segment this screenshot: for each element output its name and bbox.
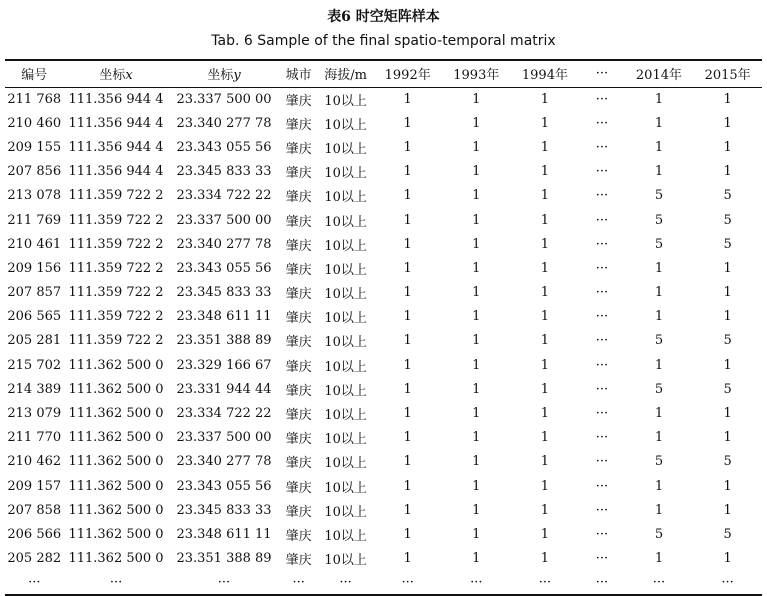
table-cell: 1 xyxy=(472,115,481,131)
column-header-label: 1993年 xyxy=(453,68,500,84)
table-cell: 1 xyxy=(472,357,481,373)
table-cell: 肇庆 xyxy=(285,166,312,182)
table-row xyxy=(5,498,762,522)
table-cell: 1 xyxy=(472,478,481,494)
table-cell: 111.362 500 0 xyxy=(68,454,164,470)
table-caption-chinese: 表6 时空矩阵样本 xyxy=(327,9,440,25)
table-cell: ··· xyxy=(169,571,280,595)
table-cell: 1 xyxy=(540,212,550,228)
table-cell: 10以上 xyxy=(324,262,367,278)
table-cell: 肇庆 xyxy=(285,287,312,303)
table-cell: 1 xyxy=(654,285,664,301)
table-cell: ··· xyxy=(595,212,609,228)
table-cell: 210 460 xyxy=(7,115,62,131)
table-cell: ··· xyxy=(595,333,609,349)
table-cell: ··· xyxy=(318,571,374,595)
table-row xyxy=(5,353,762,377)
table-cell: 肇庆 xyxy=(285,383,312,399)
table-cell: 23.343 055 56 xyxy=(176,139,272,155)
table-cell: 10以上 xyxy=(324,456,367,472)
table-cell: 1 xyxy=(540,381,550,397)
table-cell: 111.362 500 0 xyxy=(68,551,164,567)
column-header xyxy=(318,60,374,87)
table-cell: 肇庆 xyxy=(285,553,312,569)
table-cell: 1 xyxy=(654,139,664,155)
table-cell: 肇庆 xyxy=(285,311,312,327)
table-cell: 10以上 xyxy=(324,383,367,399)
table-cell: 1 xyxy=(403,91,412,107)
table-cell: 1 xyxy=(540,309,550,325)
table-cell: 111.359 722 2 xyxy=(68,212,164,228)
table-cell: 1 xyxy=(723,285,732,301)
column-header-label: 坐标 xyxy=(99,68,126,84)
table-cell: ··· xyxy=(5,571,64,595)
table-cell: 10以上 xyxy=(324,141,367,157)
column-header-label: 坐标 xyxy=(207,68,234,84)
table-cell: 1 xyxy=(540,430,550,446)
table-cell: 1 xyxy=(723,357,732,373)
table-row xyxy=(5,111,762,135)
table-cell: 1 xyxy=(540,551,550,567)
table-cell: 1 xyxy=(540,260,550,276)
table-cell: 1 xyxy=(540,139,550,155)
table-cell: 111.359 722 2 xyxy=(68,309,164,325)
table-cell: 1 xyxy=(540,406,550,422)
table-row xyxy=(5,450,762,474)
table-cell: 1 xyxy=(472,406,481,422)
table-cell: 5 xyxy=(723,381,732,397)
table-row xyxy=(5,474,762,498)
table-row xyxy=(5,208,762,232)
table-cell: 肇庆 xyxy=(285,359,312,375)
table-cell: 肇庆 xyxy=(285,528,312,544)
table-cell: 10以上 xyxy=(324,214,367,230)
column-header xyxy=(5,60,64,87)
column-header-label: 编号 xyxy=(21,68,48,84)
table-row xyxy=(5,329,762,353)
spatio-temporal-matrix-table xyxy=(5,59,762,596)
table-cell: 1 xyxy=(403,188,412,204)
table-cell: 1 xyxy=(723,164,732,180)
table-cell: ··· xyxy=(595,236,609,252)
table-cell: 肇庆 xyxy=(285,238,312,254)
table-cell: 5 xyxy=(723,333,732,349)
table-cell: 23.337 500 00 xyxy=(176,430,272,446)
table-cell: 1 xyxy=(654,502,664,518)
table-cell: 1 xyxy=(540,164,550,180)
table-cell: 1 xyxy=(472,502,481,518)
table-cell: 10以上 xyxy=(324,190,367,206)
table-cell: 111.359 722 2 xyxy=(68,333,164,349)
table-row xyxy=(5,135,762,159)
table-cell: 5 xyxy=(723,212,732,228)
column-header-label: 2015年 xyxy=(704,68,751,84)
table-cell: 1 xyxy=(723,260,732,276)
table-cell: 111.362 500 0 xyxy=(68,357,164,373)
table-cell: 10以上 xyxy=(324,287,367,303)
table-cell: 23.351 388 89 xyxy=(176,333,272,349)
table-cell: 215 702 xyxy=(7,357,62,373)
table-cell: 1 xyxy=(403,115,412,131)
table-cell: ··· xyxy=(373,571,442,595)
table-cell: 23.345 833 33 xyxy=(176,502,272,518)
table-row xyxy=(5,522,762,546)
table-cell: 肇庆 xyxy=(285,93,312,109)
table-cell: ··· xyxy=(595,526,609,542)
table-cell: ··· xyxy=(595,551,609,567)
table-cell: 1 xyxy=(540,115,550,131)
table-cell: 10以上 xyxy=(324,238,367,254)
table-cell: 1 xyxy=(540,285,550,301)
table-cell: 1 xyxy=(472,333,481,349)
table-cell: ··· xyxy=(64,571,169,595)
table-cell: ··· xyxy=(511,571,580,595)
table-cell: 1 xyxy=(723,309,732,325)
table-cell: ··· xyxy=(595,381,609,397)
table-cell: 23.343 055 56 xyxy=(176,478,272,494)
table-cell: 1 xyxy=(723,139,732,155)
table-cell: 肇庆 xyxy=(285,117,312,133)
column-header xyxy=(373,60,442,87)
table-row xyxy=(5,401,762,425)
table-cell: 207 856 xyxy=(7,164,62,180)
table-cell: 207 857 xyxy=(7,285,62,301)
table-cell: 213 079 xyxy=(7,406,62,422)
table-caption-english: Tab. 6 Sample of the final spatio-temporal matrix xyxy=(211,33,556,49)
table-cell: 207 858 xyxy=(7,502,62,518)
column-header xyxy=(693,60,762,87)
table-row xyxy=(5,426,762,450)
table-cell: 209 156 xyxy=(7,260,62,276)
table-cell: 肇庆 xyxy=(285,190,312,206)
table-header xyxy=(5,60,762,87)
table-cell: 5 xyxy=(654,212,664,228)
table-cell: 23.329 166 67 xyxy=(176,357,272,373)
table-cell: 1 xyxy=(654,430,664,446)
table-cell: 23.340 277 78 xyxy=(176,454,272,470)
column-header-label: 城市 xyxy=(285,68,312,84)
table-cell: 肇庆 xyxy=(285,141,312,157)
table-row xyxy=(5,377,762,401)
table-cell: 1 xyxy=(403,406,412,422)
table-cell: 1 xyxy=(472,164,481,180)
table-cell: 1 xyxy=(540,526,550,542)
table-cell: 1 xyxy=(723,551,732,567)
table-cell: 1 xyxy=(403,502,412,518)
table-cell: 111.356 944 4 xyxy=(68,139,164,155)
table-row xyxy=(5,547,762,571)
table-cell: 10以上 xyxy=(324,93,367,109)
table-cell: 10以上 xyxy=(324,359,367,375)
table-cell: ··· xyxy=(595,139,609,155)
table-cell: ··· xyxy=(595,454,609,470)
table-cell: 1 xyxy=(654,164,664,180)
table-cell: 111.362 500 0 xyxy=(68,430,164,446)
table-cell: 1 xyxy=(472,91,481,107)
table-cell: 1 xyxy=(403,478,412,494)
table-cell: 1 xyxy=(403,454,412,470)
table-cell: ··· xyxy=(595,260,609,276)
table-cell: 1 xyxy=(472,139,481,155)
table-cell: 1 xyxy=(654,406,664,422)
table-cell: ··· xyxy=(595,502,609,518)
table-cell: ··· xyxy=(595,478,609,494)
table-row xyxy=(5,232,762,256)
table-cell: 1 xyxy=(540,502,550,518)
table-cell: 5 xyxy=(654,333,664,349)
table-cell: 1 xyxy=(403,357,412,373)
table-cell: 10以上 xyxy=(324,528,367,544)
table-cell: ··· xyxy=(693,571,762,595)
table-cell: 1 xyxy=(472,526,481,542)
table-cell: ··· xyxy=(595,406,609,422)
table-row xyxy=(5,281,762,305)
table-cell: 23.334 722 22 xyxy=(176,406,272,422)
table-row xyxy=(5,256,762,280)
table-cell: 10以上 xyxy=(324,480,367,496)
table-cell: 1 xyxy=(472,188,481,204)
table-cell: ··· xyxy=(595,188,609,204)
column-header xyxy=(280,60,318,87)
table-cell: 5 xyxy=(654,526,664,542)
table-cell: 111.362 500 0 xyxy=(68,381,164,397)
table-cell: 1 xyxy=(654,115,664,131)
table-cell: 214 389 xyxy=(7,381,62,397)
table-cell: 1 xyxy=(403,526,412,542)
table-cell: 肇庆 xyxy=(285,504,312,520)
table-cell: 1 xyxy=(540,478,550,494)
column-header-label: 海拔/m xyxy=(324,68,367,84)
table-cell: ··· xyxy=(625,571,694,595)
table-cell: 肇庆 xyxy=(285,408,312,424)
table-cell: 23.337 500 00 xyxy=(176,212,272,228)
column-header-label: 1994年 xyxy=(521,68,568,84)
table-row xyxy=(5,571,762,595)
header-row xyxy=(5,60,762,87)
table-cell: 5 xyxy=(723,236,732,252)
table-cell: 209 155 xyxy=(7,139,62,155)
table-cell: 1 xyxy=(654,478,664,494)
table-cell: 206 566 xyxy=(7,526,62,542)
table-row xyxy=(5,160,762,184)
table-cell: 1 xyxy=(403,285,412,301)
table-cell: 211 769 xyxy=(7,212,62,228)
table-cell: 23.345 833 33 xyxy=(176,285,272,301)
table-cell: 10以上 xyxy=(324,311,367,327)
table-cell: 1 xyxy=(540,91,550,107)
table-cell: 111.362 500 0 xyxy=(68,502,164,518)
table-cell: 1 xyxy=(723,478,732,494)
table-cell: 5 xyxy=(723,526,732,542)
table-cell: 1 xyxy=(403,139,412,155)
table-cell: ··· xyxy=(280,571,318,595)
table-cell: 1 xyxy=(472,309,481,325)
table-cell: 1 xyxy=(403,381,412,397)
table-cell: 213 078 xyxy=(7,188,62,204)
table-cell: 1 xyxy=(403,551,412,567)
table-cell: 205 281 xyxy=(7,333,62,349)
table-cell: ··· xyxy=(579,571,624,595)
table-cell: ··· xyxy=(595,285,609,301)
table-cell: 23.340 277 78 xyxy=(176,115,272,131)
table-cell: 111.362 500 0 xyxy=(68,406,164,422)
table-cell: 1 xyxy=(403,430,412,446)
table-cell: 10以上 xyxy=(324,166,367,182)
table-cell: 10以上 xyxy=(324,553,367,569)
table-cell: 1 xyxy=(403,236,412,252)
table-cell: 1 xyxy=(540,333,550,349)
column-header-variable: x xyxy=(125,68,133,84)
table-cell: 1 xyxy=(723,502,732,518)
table-cell: 1 xyxy=(723,430,732,446)
table-cell: 1 xyxy=(472,212,481,228)
table-cell: 111.359 722 2 xyxy=(68,236,164,252)
table-cell: 1 xyxy=(654,91,664,107)
column-header xyxy=(442,60,511,87)
table-cell: 10以上 xyxy=(324,408,367,424)
column-header xyxy=(169,60,280,87)
table-cell: 23.337 500 00 xyxy=(176,91,272,107)
table-cell: ··· xyxy=(595,164,609,180)
table-cell: 210 462 xyxy=(7,454,62,470)
table-cell: 肇庆 xyxy=(285,335,312,351)
table-cell: 111.359 722 2 xyxy=(68,188,164,204)
table-cell: ··· xyxy=(442,571,511,595)
table-cell: 111.362 500 0 xyxy=(68,526,164,542)
table-cell: 肇庆 xyxy=(285,480,312,496)
table-cell: 23.340 277 78 xyxy=(176,236,272,252)
table-cell: ··· xyxy=(595,357,609,373)
table-cell: 1 xyxy=(540,188,550,204)
table-cell: 1 xyxy=(540,236,550,252)
table-cell: ··· xyxy=(595,309,609,325)
table-cell: 1 xyxy=(654,309,664,325)
table-cell: ··· xyxy=(595,91,609,107)
table-row xyxy=(5,305,762,329)
table-cell: ··· xyxy=(595,115,609,131)
table-cell: 10以上 xyxy=(324,504,367,520)
table-cell: 1 xyxy=(540,357,550,373)
table-cell: 5 xyxy=(723,188,732,204)
table-cell: 肇庆 xyxy=(285,262,312,278)
table-cell: 205 282 xyxy=(7,551,62,567)
table-cell: 23.348 611 11 xyxy=(176,309,272,325)
table-cell: 111.356 944 4 xyxy=(68,115,164,131)
table-cell: 5 xyxy=(654,236,664,252)
column-header-label: 2014年 xyxy=(635,68,682,84)
table-cell: 111.356 944 4 xyxy=(68,91,164,107)
column-header xyxy=(64,60,169,87)
table-body xyxy=(5,87,762,595)
table-cell: 1 xyxy=(472,381,481,397)
table-row xyxy=(5,87,762,111)
table-cell: 111.359 722 2 xyxy=(68,260,164,276)
column-header-label: 1992年 xyxy=(384,68,431,84)
table-cell: ··· xyxy=(595,430,609,446)
table-cell: 211 768 xyxy=(7,91,62,107)
table-cell: 1 xyxy=(723,406,732,422)
table-cell: 111.362 500 0 xyxy=(68,478,164,494)
table-cell: 肇庆 xyxy=(285,432,312,448)
table-cell: 5 xyxy=(723,454,732,470)
table-cell: 210 461 xyxy=(7,236,62,252)
table-cell: 1 xyxy=(403,164,412,180)
table-cell: 23.334 722 22 xyxy=(176,188,272,204)
table-cell: 1 xyxy=(403,260,412,276)
table-cell: 1 xyxy=(403,333,412,349)
table-cell: 23.331 944 44 xyxy=(176,381,272,397)
table-cell: 111.356 944 4 xyxy=(68,164,164,180)
table-cell: 1 xyxy=(472,454,481,470)
table-cell: 111.359 722 2 xyxy=(68,285,164,301)
table-cell: 209 157 xyxy=(7,478,62,494)
column-header-label: ··· xyxy=(595,66,609,82)
table-cell: 23.348 611 11 xyxy=(176,526,272,542)
table-cell: 1 xyxy=(403,309,412,325)
table-cell: 1 xyxy=(472,551,481,567)
column-header xyxy=(579,60,624,87)
table-cell: 10以上 xyxy=(324,117,367,133)
table-cell: 23.343 055 56 xyxy=(176,260,272,276)
table-cell: 211 770 xyxy=(7,430,62,446)
table-cell: 5 xyxy=(654,381,664,397)
table-cell: 1 xyxy=(472,430,481,446)
table-cell: 肇庆 xyxy=(285,214,312,230)
table-cell: 1 xyxy=(723,115,732,131)
column-header xyxy=(511,60,580,87)
table-cell: 1 xyxy=(472,285,481,301)
table-cell: 1 xyxy=(540,454,550,470)
table-cell: 1 xyxy=(654,551,664,567)
table-cell: 1 xyxy=(472,260,481,276)
column-header-variable: y xyxy=(233,68,241,84)
table-cell: 10以上 xyxy=(324,335,367,351)
table-cell: 23.345 833 33 xyxy=(176,164,272,180)
table-cell: 10以上 xyxy=(324,432,367,448)
table-cell: 1 xyxy=(723,91,732,107)
table-cell: 5 xyxy=(654,454,664,470)
table-cell: 5 xyxy=(654,188,664,204)
table-cell: 1 xyxy=(654,357,664,373)
table-row xyxy=(5,184,762,208)
column-header xyxy=(625,60,694,87)
table-cell: 肇庆 xyxy=(285,456,312,472)
table-cell: 23.351 388 89 xyxy=(176,551,272,567)
table-cell: 206 565 xyxy=(7,309,62,325)
table-cell: 1 xyxy=(472,236,481,252)
table-cell: 1 xyxy=(403,212,412,228)
table-cell: 1 xyxy=(654,260,664,276)
